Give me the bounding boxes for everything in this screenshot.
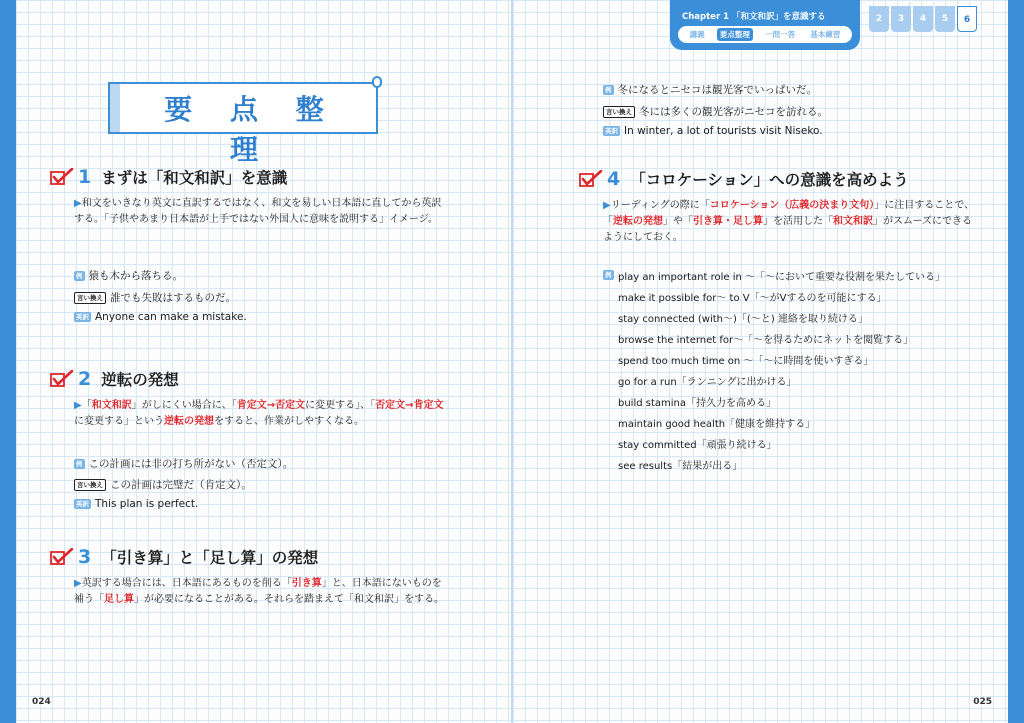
- section-number: 1: [78, 166, 92, 188]
- section-3: [50, 546, 445, 608]
- chapter-tab[interactable]: 4: [913, 6, 933, 32]
- chapter-tab-current[interactable]: 6: [957, 6, 977, 32]
- example-line: 例 猿も木から落ちる。: [76, 270, 183, 282]
- example-line: 例 この計画には非の打ち所がない（否定文）。: [76, 458, 294, 470]
- translation-tag: 英訳: [76, 313, 89, 321]
- section-body: ▶リーディングの際に「コロケーション（広義の決まり文句）」に注目することで、「逆転の発想」や「引き算・足し算」を活用した「和文和訳」がスムーズにできるようにしておく。: [603, 200, 975, 243]
- page-number-left: 024: [32, 697, 51, 707]
- translation-tag: 英訳: [76, 500, 89, 508]
- example-tag: 例: [76, 459, 83, 468]
- collocation-item: maintain good health「健康を維持する」: [618, 419, 816, 430]
- page-number-right: 025: [973, 697, 992, 707]
- check-icon: [50, 168, 74, 186]
- check-icon: [50, 548, 74, 566]
- nav-practice[interactable]: 基本練習: [810, 30, 841, 39]
- section-heading: 逆転の発想: [101, 371, 179, 389]
- section-2: [50, 368, 445, 430]
- chapter-title: Chapter 1 「和文和訳」を意識する: [682, 12, 826, 22]
- collocation-item: go for a run「ランニングに出かける」: [618, 377, 797, 388]
- translation-line: 英訳 This plan is perfect.: [76, 498, 199, 510]
- section-body: ▶英訳する場合には、日本語にあるものを削る「引き算」と、日本語にないものを補う「足し算」が必要になることがある。それらを踏まえて「和文和訳」をする。: [74, 578, 444, 605]
- collocation-item: play an important role in ～「～において重要な役割を果たしている」: [618, 272, 945, 283]
- example-line: 例 冬になるとニセコは観光客でいっぱいだ。: [605, 84, 817, 96]
- check-icon: [579, 170, 603, 188]
- title-tab-decoration: [372, 76, 382, 88]
- example-tag: 例: [76, 271, 83, 280]
- chapter-header: [670, 0, 860, 50]
- triangle-bullet-icon: ▶: [74, 198, 82, 209]
- check-icon: [50, 370, 74, 388]
- section-body: ▶「和文和訳」がしにくい場合に、「肯定文→否定文に変更する」、「否定文→肯定文に変更する」という逆転の発想をすると、作業がしやすくなる。: [74, 400, 444, 427]
- collocation-item: browse the internet for～「～を得るためにネットを閲覧する」: [618, 335, 914, 346]
- section-number: 2: [78, 368, 92, 390]
- right-page: [513, 0, 1008, 723]
- section-number: 4: [607, 168, 621, 190]
- paraphrase-line: 言い換え 誰でも失敗はするものだ。: [74, 290, 236, 305]
- chapter-tab[interactable]: 2: [869, 6, 889, 32]
- example-tag: 例: [605, 85, 612, 94]
- section-nav-pill: [678, 26, 852, 43]
- collocation-item: see results「結果が出る」: [618, 461, 743, 472]
- section-heading: 「コロケーション」への意識を高めよう: [630, 171, 909, 189]
- triangle-bullet-icon: ▶: [603, 200, 611, 211]
- collocation-item: stay committed「頑張り続ける」: [618, 440, 777, 451]
- collocation-item: build stamina「持久力を高める」: [618, 398, 777, 409]
- translation-line: 英訳 In winter, a lot of tourists visit Niseko.: [605, 125, 823, 137]
- translation-tag: 英訳: [605, 127, 618, 135]
- chapter-tab[interactable]: 5: [935, 6, 955, 32]
- paraphrase-tag: 言い換え: [74, 292, 106, 304]
- section-heading: まずは「和文和訳」を意識: [101, 169, 288, 187]
- section-number: 3: [78, 546, 92, 568]
- page-title: 要 点 整 理: [164, 93, 338, 166]
- chapter-tabs: [869, 6, 977, 32]
- paraphrase-tag: 言い換え: [74, 479, 106, 491]
- chapter-tab[interactable]: 3: [891, 6, 911, 32]
- paraphrase-line: 言い換え 冬には多くの観光客がニセコを訪れる。: [603, 104, 828, 119]
- paraphrase-tag: 言い換え: [603, 106, 635, 118]
- left-page: [16, 0, 511, 723]
- section-body: ▶和文をいきなり英文に直訳するではなく、和文を易しい日本語に直してから英訳する。「子供やあまり日本語が上手ではない外国人に意味を説明する」イメージ。: [74, 198, 442, 225]
- section-1: [50, 166, 445, 228]
- nav-summary[interactable]: 要点整理: [717, 28, 753, 41]
- triangle-bullet-icon: ▶: [74, 578, 82, 589]
- triangle-bullet-icon: ▶: [74, 400, 82, 411]
- collocation-item: stay connected (with～)「(～と) 連絡を取り続ける」: [618, 314, 868, 325]
- section-4: [579, 168, 979, 246]
- collocation-item: spend too much time on ～「～に時間を使いすぎる」: [618, 356, 874, 367]
- nav-qa[interactable]: 一問一答: [765, 30, 796, 39]
- translation-line: 英訳 Anyone can make a mistake.: [76, 311, 247, 323]
- section-heading: 「引き算」と「足し算」の発想: [101, 549, 319, 567]
- example-tag: 例: [605, 271, 612, 279]
- paraphrase-line: 言い換え この計画は完璧だ（肯定文）。: [74, 477, 252, 492]
- title-box: [108, 82, 378, 166]
- collocation-item: make it possible for～ to V「～がVするのを可能にする」: [618, 293, 887, 304]
- nav-lecture[interactable]: 講義: [689, 30, 705, 39]
